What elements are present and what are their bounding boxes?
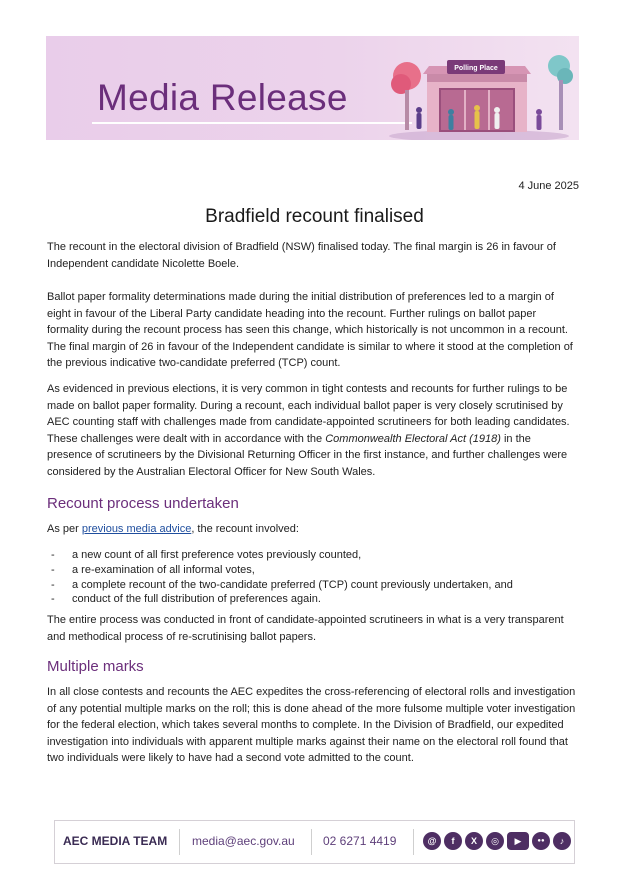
list-item-text: a re-examination of all informal votes, [72,563,255,576]
threads-icon[interactable]: @ [423,832,441,850]
recount-lead-end: , the recount involved: [191,523,299,535]
paragraph-formality: Ballot paper formality determinations made during the initial distribution of preferences led to a margin of eight in favour of the Liberal Party candidate heading into the recount. Further rulings on ballot paper formality during the recount process has seen this change, which historically is not uncommon in a recount. The final margin of 26 in favour of the Independent candidate is similar to where it stood at the completion of the previous indicative two-candidate preferred (TCP) count. [47,291,573,369]
media-email[interactable]: media@aec.gov.au [192,834,295,848]
banner-divider [92,122,412,124]
recount-lead-start: As per [47,523,82,535]
youtube-icon[interactable]: ▶ [507,832,529,850]
social-icons [423,832,571,850]
recount-steps-list [47,548,579,607]
intro-paragraph: The recount in the electoral division of Bradfield (NSW) finalised today. The final margin is 26 in favour of Independent candidate Nicolette Boele. [47,241,556,270]
media-phone[interactable]: 02 6271 4419 [323,834,397,848]
list-item [47,563,579,578]
paragraph-scrutiny [47,381,579,480]
paragraph-scrutiny-end: in the presence of scrutineers by the Divisional Returning Officer in the first instance, and further challenges were considered by the Australian Electoral Officer for New South Wales. [47,432,568,478]
recount-closing-paragraph: The entire process was conducted in front of candidate-appointed scrutineers in what is a very transparent and methodical process of re-scrutinising ballot papers. [47,614,564,643]
release-date: 4 June 2025 [518,180,579,192]
bullet-marker: - [51,578,55,591]
x-icon[interactable]: X [465,832,483,850]
list-item-text: a complete recount of the two-candidate preferred (TCP) count previously undertaken, and [72,578,513,591]
footer-divider [311,829,312,855]
bullet-marker: - [51,549,55,561]
previous-media-advice-link[interactable]: previous media advice [81,523,192,535]
media-contact-footer [54,820,575,864]
list-item-text: a new count of all first preference votes previously counted, [72,549,362,561]
footer-divider [413,829,414,855]
polling-place-sign: Polling Place [454,65,498,72]
bullet-marker: - [51,593,55,606]
footer-divider [179,829,180,855]
bullet-marker: - [51,563,55,576]
multiple-marks-paragraph: In all close contests and recounts the AEC expedites the cross-referencing of electoral rolls and investigation of any potential multiple marks on the roll; this is done ahead of the more fulsome multiple voter investigation for the federal election, which takes several months to complete. In the Division of Bradfield, our expedited investigation into individuals with apparent multiple marks against their name on the electoral roll found that two individuals were likely to have had a second vote admitted to the count. [47,686,576,764]
list-item-text: conduct of the full distribution of preferences again. [72,593,321,606]
list-item [47,592,579,607]
list-item [47,578,579,593]
act-name: Commonwealth Electoral Act (1918) [325,432,501,445]
media-team-label: AEC MEDIA TEAM [63,834,168,848]
polling-place-illustration [379,36,579,140]
banner-title: Media Release [97,77,348,118]
facebook-icon[interactable]: f [444,832,462,850]
list-item [47,548,579,563]
section-heading-recount-process: Recount process undertaken [47,495,239,512]
tiktok-icon[interactable]: ♪ [553,832,571,850]
flickr-icon[interactable]: ●● [532,832,550,850]
header-banner [46,36,579,140]
recount-lead [47,521,579,538]
page-title: Bradfield recount finalised [205,206,424,227]
paragraph-scrutiny-start: As evidenced in previous elections, it is very common in tight contests and recounts for further rulings to be made on ballot paper formality. During a recount, each individual ballot paper is very closely scrutinised by AEC counting staff with challenges made from candidate-appointed scrutineers for both leading candidates. These challenges were dealt with in accordance with the [47,383,570,445]
instagram-icon[interactable]: ◎ [486,832,504,850]
section-heading-multiple-marks: Multiple marks [47,658,144,675]
